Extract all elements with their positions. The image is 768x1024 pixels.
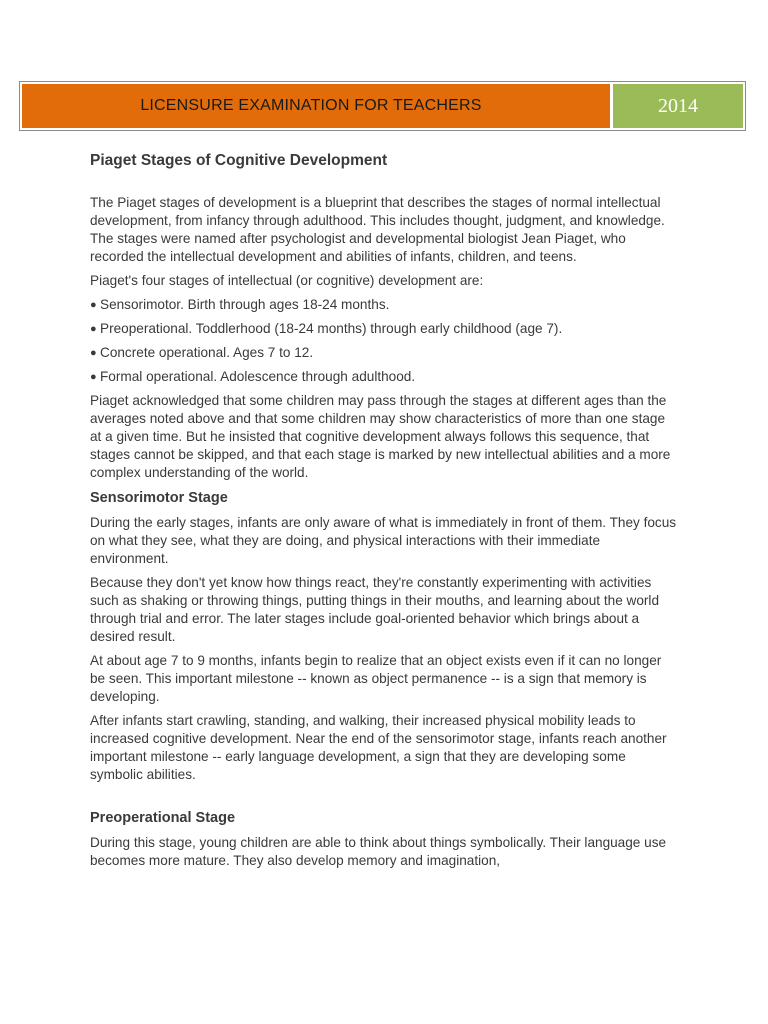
list-item	[90, 320, 680, 338]
sensorimotor-heading: Sensorimotor Stage	[90, 490, 228, 506]
sensorimotor-paragraph: After infants start crawling, standing, and walking, their increased physical mobility leads to increased cognitive development. Near the end of the sensorimotor stage, infants reach another important milestone -- early language development, a sign that they are developing some symbolic abilities.	[90, 713, 667, 782]
header-title-cell	[22, 84, 610, 128]
sensorimotor-paragraph: Because they don't yet know how things react, they're constantly experimenting with activities such as shaking or throwing things, putting things in their mouths, and learning about the world through trial and error. The later stages include goal-oriented behavior which brings about a desired result.	[90, 575, 660, 644]
sensorimotor-paragraph: During the early stages, infants are only aware of what is immediately in front of them. They focus on what they see, what they are doing, and physical interactions with their immediate environment.	[90, 515, 677, 566]
document-title: Piaget Stages of Cognitive Development	[90, 152, 388, 169]
bullet-icon: ●	[90, 371, 97, 383]
header-banner	[19, 81, 746, 131]
bullet-icon: ●	[90, 299, 97, 311]
stage-item-text: Formal operational. Adolescence through adulthood.	[100, 369, 416, 384]
intro-paragraph: The Piaget stages of development is a blueprint that describes the stages of normal intellectual development, from infancy through adulthood. This includes thought, judgment, and knowledge. The stages were named after psychologist and developmental biologist Jean Piaget, who recorded the intellectual development and abilities of infants, children, and teens.	[90, 195, 665, 264]
stage-item-text: Preoperational. Toddlerhood (18-24 months) through early childhood (age 7).	[100, 321, 563, 336]
bullet-icon: ●	[90, 347, 97, 359]
stage-item-text: Sensorimotor. Birth through ages 18-24 months.	[100, 297, 390, 312]
preoperational-heading: Preoperational Stage	[90, 810, 236, 826]
stages-lead-paragraph: Piaget's four stages of intellectual (or cognitive) development are:	[90, 273, 484, 288]
header-year-cell	[613, 84, 743, 128]
preoperational-paragraph: During this stage, young children are able to think about things symbolically. Their language use becomes more mature. They also develop memory and imagination,	[90, 835, 667, 868]
bullet-icon: ●	[90, 323, 97, 335]
stages-note-paragraph: Piaget acknowledged that some children may pass through the stages at different ages than the averages noted above and that some children may show characteristics of more than one stage at a given time. But he insisted that cognitive development always follows this sequence, that stages cannot be skipped, and that each stage is marked by new intellectual abilities and a more complex understanding of the world.	[90, 393, 671, 480]
header-title: LICENSURE EXAMINATION FOR TEACHERS	[140, 97, 482, 114]
section-spacer	[90, 790, 680, 808]
stages-list	[90, 296, 680, 386]
list-item	[90, 296, 680, 314]
document-body	[90, 150, 680, 876]
list-item	[90, 368, 680, 386]
list-item	[90, 344, 680, 362]
stage-item-text: Concrete operational. Ages 7 to 12.	[100, 345, 314, 360]
header-year: 2014	[658, 94, 698, 117]
sensorimotor-paragraph: At about age 7 to 9 months, infants begin to realize that an object exists even if it can no longer be seen. This important milestone -- known as object permanence -- is a sign that memory is developing.	[90, 653, 662, 704]
